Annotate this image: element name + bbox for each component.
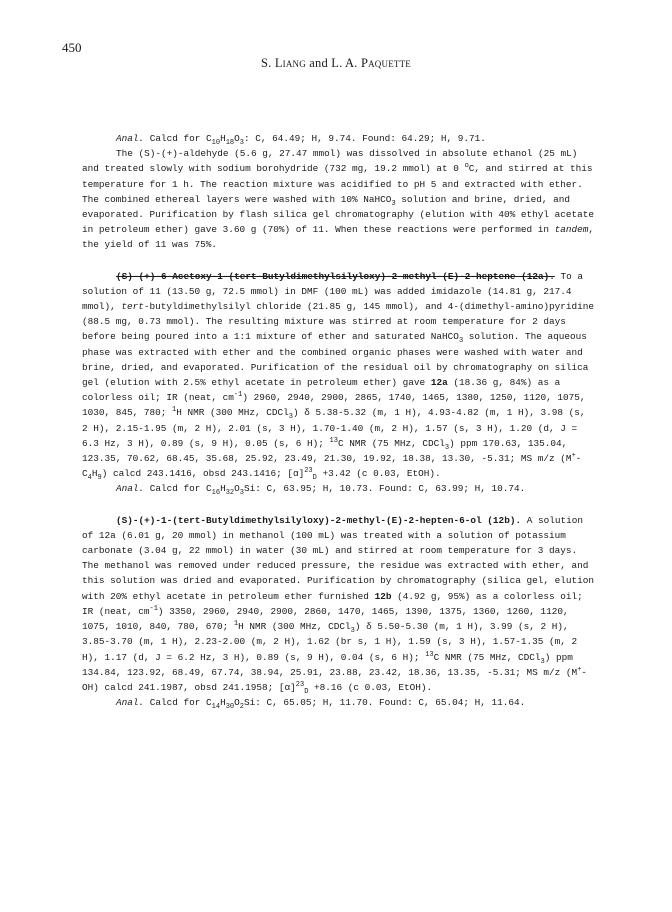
analysis-paragraph-11: Anal. Calcd for $C_{10}H_{18}O_3$: C, 64.49; H, 9.74. Found: 64.29; H, 9.71. — [116, 133, 486, 147]
compound-12b-title: (S)-(+)-1-(tert-Butyldimethylsilyloxy)-2-methyl-(E)-2-hepten-6-ol (12b). — [116, 514, 522, 526]
page-number: 450 — [62, 40, 82, 55]
article-body — [82, 131, 596, 710]
compound-12b-paragraph: (S)-(+)-1-(tert-Butyldimethylsilyloxy)-2-methyl-(E)-2-hepten-6-ol (12b). A solution of 12a (6.01 g, 20 mmol) in methanol (100 mL) was treated with a solution of potassium carbonate (3.04 g, 22 mmol) in water (30 mL) and stirred at room temperature for 3 days. The methanol was removed under reduced pressure, the residue was extracted with ether, and this solution was dried and evaporated. Purification by chromatography (silica gel, elution with 20% ethyl acetate in petroleum ether furnished 12b (4.92 g, 95%) as a colorless oil; IR (neat, $cm^{-1}$) 3350, 2960, 2940, 2900, 2860, 1470, 1465, 1390, 1375, 1360, 1260, 1120, 1075, 1010, 840, 780, 670; $^1$H NMR (300 MHz, CDCl$_3$) δ 5.50-5.30 (m, 1 H), 3.99 (s, 2 H), 3.85-3.70 (m, 1 H), 2.23-2.00 (m, 2 H), 1.62 (br s, 1 H), 1.59 (s, 3 H), 1.57-1.35 (m, 2 H), 1.17 (d, J = 6.2 Hz, 3 H), 0.89 (s, 9 H), 0.04 (s, 6 H); $^{13}$C NMR (75 MHz, CDCl$_3$) ppm 134.84, 123.92, 68.49, 67.74, 38.94, 25.91, 23.88, 23.42, 18.36, 13.35, -5.31; MS m/z (M+-OH) calcd 241.1987, obsd 241.1958; $[\alpha]^{23}_D +8.16$ (c 0.03, EtOH). — [82, 514, 594, 696]
compound-12a-paragraph: (S)-(+)-6-Acetoxy-1-(tert-Butyldimethylsilyloxy)-2-methyl-(E)-2-heptene (12a). To a solution of 11 (13.50 g, 72.5 mmol) in DMF (100 mL) was added imidazole (14.81 g, 217.4 mmol), tert-butyldimethylsilyl chloride (21.85 g, 145 mmol), and 4-(dimethyl-amino)pyridine (88.5 mg, 0.73 mmol). The resulting mixture was stirred at room temperature for 2 days before being poured into a 1:1 mixture of ether and saturated NaHCO$_3$ solution. The aqueous phase was extracted with ether and the combined organic phases were washed with water and brine, dried, and evaporated. Purification of the residual oil by chromatography on silica gel (elution with 2.5% ethyl acetate in petroleum ether) gave 12a (18.36 g, 84%) as a colorless oil; IR (neat, $cm^{-1}$) 2960, 2940, 2900, 2865, 1740, 1465, 1380, 1250, 1120, 1075, 1030, 845, 780; $^1$H NMR (300 MHz, CDCl$_3$) δ 5.38-5.32 (m, 1 H), 4.93-4.82 (m, 1 H), 3.98 (s, 2 H), 2.15-1.95 (m, 2 H), 2.01 (s, 3 H), 1.70-1.40 (m, 2 H), 1.57 (s, 3 H), 1.20 (d, J = 6.3 Hz, 3 H), 0.89 (s, 9 H), 0.05 (s, 6 H); $^{13}$C NMR (75 MHz, CDCl$_3$) ppm 170.63, 135.04, 123.35, 70.62, 68.45, 35.68, 25.92, 23.49, 21.30, 19.92, 18.38, 13.30, -5.31; MS m/z $(M^+-C_4H_9)$ calcd 243.1416, obsd 243.1416; $[\alpha]^{23}_D +3.42$ (c 0.03, EtOH). — [82, 270, 594, 483]
aldehyde-reduction-paragraph: The (S)-(+)-aldehyde (5.6 g, 27.47 mmol) was dissolved in absolute ethanol (25 mL) and treated slowly with sodium borohydride (732 mg, 19.2 mmol) at 0 $^o$C, and stirred at this temperature for 1 h. The reaction mixture was acidified to pH 5 and extracted with ether. The combined ethereal layers were washed with 10% NaHCO$_3$ solution and brine, dried, and evaporated. Purification by flash silica gel chromatography (elution with 40% ethyl acetate in petroleum ether) gave 3.60 g (70%) of 11. When these reactions were performed in tandem, the yield of 11 was 75%. — [82, 148, 594, 251]
analysis-paragraph-12b: Anal. Calcd for $C_{14}H_{30}O_2Si$: C, 65.05; H, 11.70. Found: C, 65.04; H, 11.64. — [116, 697, 526, 711]
compound-12a-title: (S)-(+)-6-Acetoxy-1-(tert-Butyldimethylsilyloxy)-2-methyl-(E)-2-heptene (12a). — [116, 270, 555, 282]
running-head: S. Liang and L. A. Paquette — [261, 56, 411, 70]
analysis-paragraph-12a: Anal. Calcd for $C_{16}H_{32}O_3Si$: C, 63.95; H, 10.73. Found: C, 63.99; H, 10.74. — [116, 483, 526, 498]
